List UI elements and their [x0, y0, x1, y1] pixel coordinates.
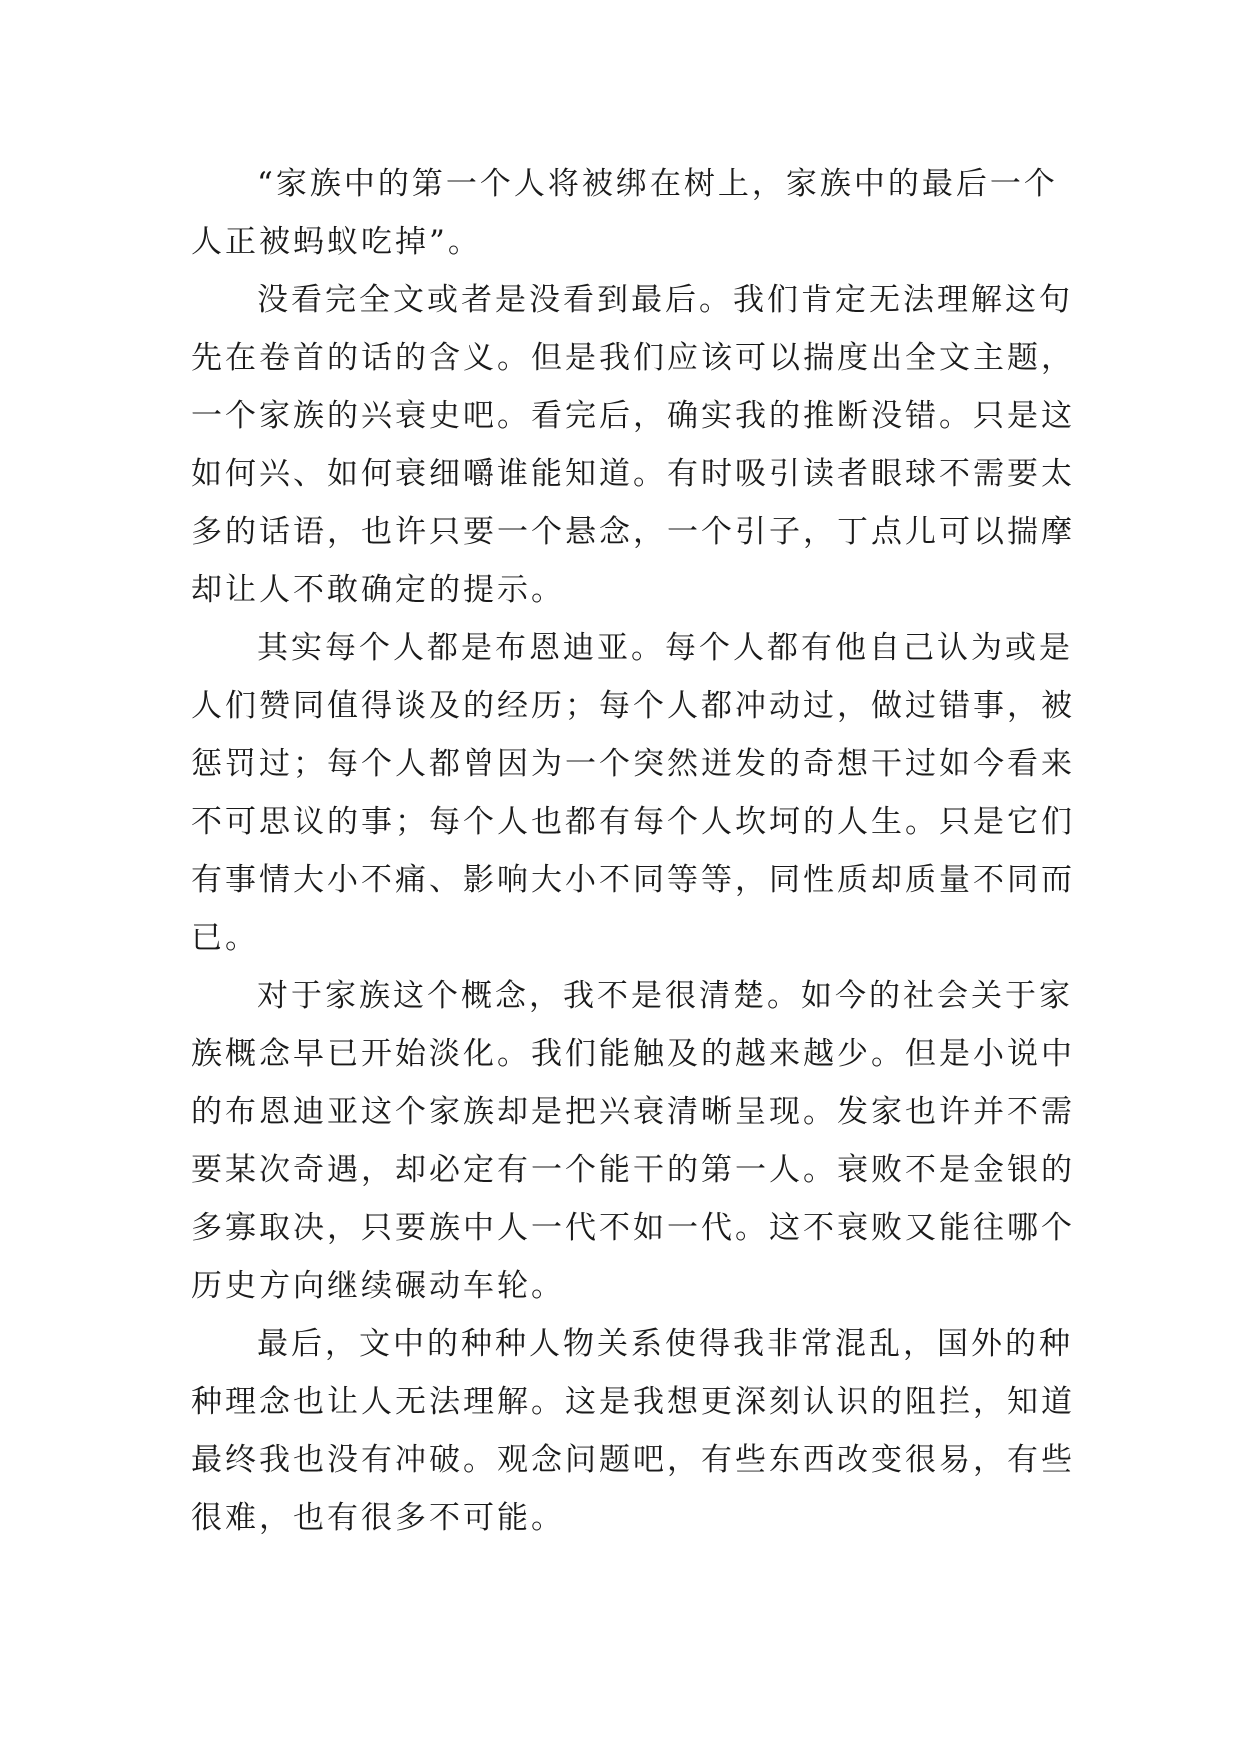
paragraph-2-line-3: 一个家族的兴衰史吧。看完后，确实我的推断没错。只是这: [191, 398, 1075, 434]
paragraph-3-line-5: 有事情大小不痛、影响大小不同等等，同性质却质量不同而: [191, 862, 1075, 898]
paragraph-2-line-4: 如何兴、如何衰细嚼谁能知道。有时吸引读者眼球不需要太: [191, 456, 1075, 492]
paragraph-5-line-2: 种理念也让人无法理解。这是我想更深刻认识的阻拦，知道: [191, 1384, 1075, 1420]
paragraph-2-line-1: 没看完全文或者是没看到最后。我们肯定无法理解这句: [257, 282, 1073, 318]
paragraph-3-line-6: 已。: [191, 920, 259, 956]
paragraph-4-line-4: 要某次奇遇，却必定有一个能干的第一人。衰败不是金银的: [191, 1152, 1075, 1188]
paragraph-5-line-4: 很难，也有很多不可能。: [191, 1500, 565, 1536]
paragraph-3-line-1: 其实每个人都是布恩迪亚。每个人都有他自己认为或是: [257, 630, 1073, 666]
paragraph-3-line-3: 惩罚过；每个人都曾因为一个突然迸发的奇想干过如今看来: [191, 746, 1075, 782]
paragraph-1-line-1: “家族中的第一个人将被绑在树上，家族中的最后一个: [257, 166, 1058, 202]
paragraph-2-line-2: 先在卷首的话的含义。但是我们应该可以揣度出全文主题，: [191, 340, 1075, 376]
paragraph-4-line-2: 族概念早已开始淡化。我们能触及的越来越少。但是小说中: [191, 1036, 1075, 1072]
paragraph-3-line-2: 人们赞同值得谈及的经历；每个人都冲动过，做过错事，被: [191, 688, 1075, 724]
paragraph-4-line-3: 的布恩迪亚这个家族却是把兴衰清晰呈现。发家也许并不需: [191, 1094, 1075, 1130]
paragraph-3-line-4: 不可思议的事；每个人也都有每个人坎坷的人生。只是它们: [191, 804, 1075, 840]
paragraph-2-line-5: 多的话语，也许只要一个悬念，一个引子，丁点儿可以揣摩: [191, 514, 1075, 550]
paragraph-4-line-5: 多寡取决，只要族中人一代不如一代。这不衰败又能往哪个: [191, 1210, 1075, 1246]
paragraph-5-line-1: 最后，文中的种种人物关系使得我非常混乱，国外的种: [257, 1326, 1073, 1362]
paragraph-2-line-6: 却让人不敢确定的提示。: [191, 572, 565, 608]
paragraph-4-line-1: 对于家族这个概念，我不是很清楚。如今的社会关于家: [257, 978, 1073, 1014]
document-body: [191, 155, 1075, 1547]
paragraph-5-line-3: 最终我也没有冲破。观念问题吧，有些东西改变很易，有些: [191, 1442, 1075, 1478]
paragraph-1-line-2: 人正被蚂蚁吃掉”。: [191, 224, 482, 260]
paragraph-4-line-6: 历史方向继续碾动车轮。: [191, 1268, 565, 1304]
